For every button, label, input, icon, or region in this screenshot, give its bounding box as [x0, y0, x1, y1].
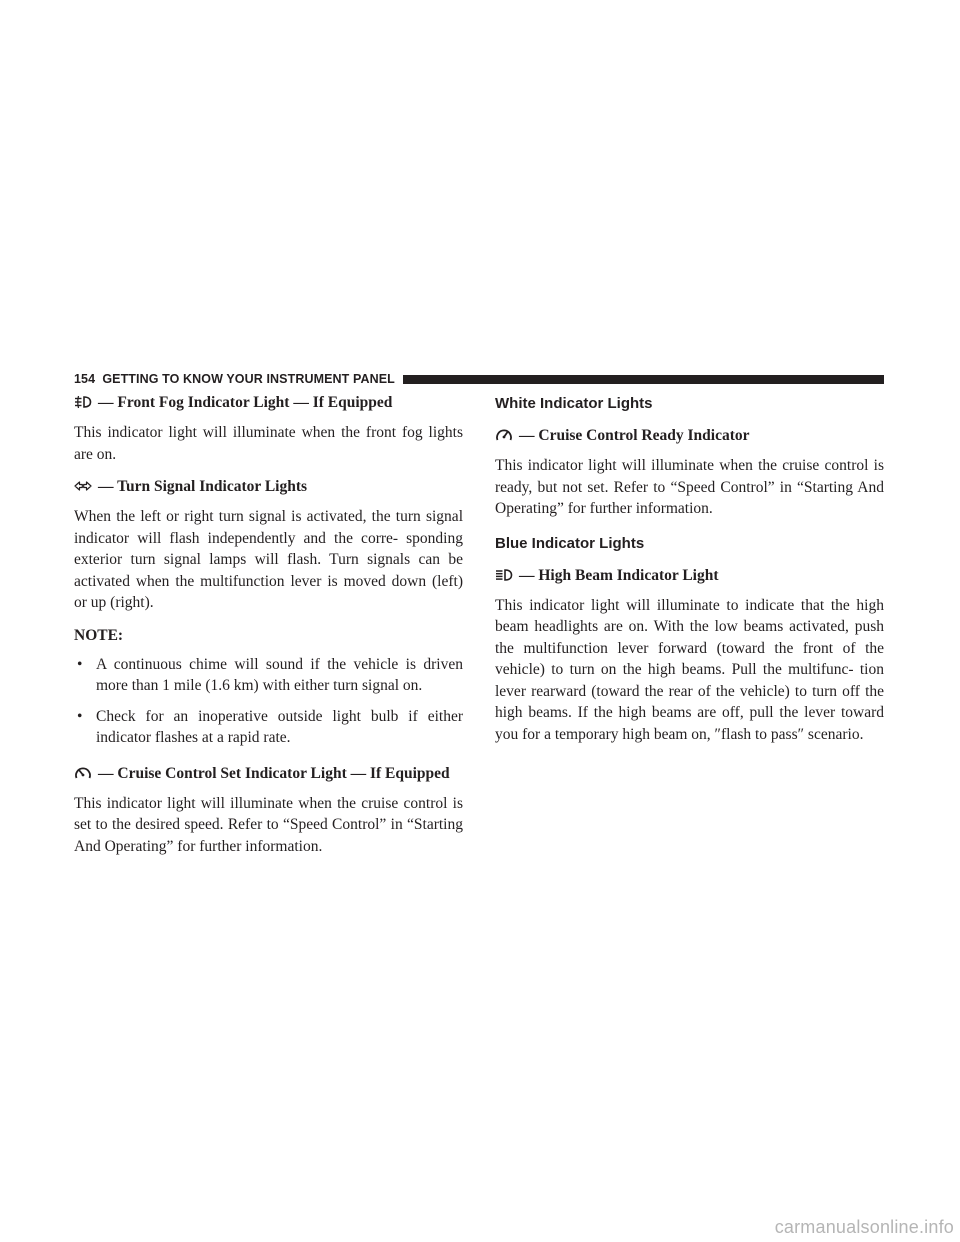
cruise-ready-speedometer-icon	[495, 428, 513, 442]
cruise-ready-heading	[495, 425, 884, 447]
note-list	[74, 654, 463, 749]
high-beam-heading-text: — High Beam Indicator Light	[519, 566, 719, 584]
front-fog-heading	[74, 392, 463, 414]
turn-signal-heading	[74, 476, 463, 498]
high-beam-body: This indicator light will illuminate to indicate that the high beam headlights are on. With the low beams activated, push the multifunction lever forward (toward the front of the vehicle) to turn on the high beams. Pull the multifunc- tion lever rearward (toward the rear of the vehicle) to turn off the high beams. If the high beams are off, pull the lever toward you for a temporary high beam on, ″flash to pass″ scenario.	[495, 596, 884, 743]
front-fog-icon	[74, 395, 92, 409]
page-header-text	[74, 372, 403, 386]
blue-indicator-title: Blue Indicator Lights	[495, 534, 645, 552]
note-item-text: A continuous chime will sound if the vehicle is driven more than 1 mile (1.6 km) with either turn signal on.	[96, 655, 463, 694]
front-fog-heading-text: — Front Fog Indicator Light — If Equipped	[98, 394, 393, 411]
cruise-set-speedometer-icon	[74, 766, 92, 780]
cruise-ready-body: This indicator light will illuminate when the cruise control is ready, but not set. Refer to “Speed Control” in “Starting And Operating” for further information.	[495, 457, 884, 517]
turn-signal-body: When the left or right turn signal is activated, the turn signal indicator will flash independently and the corre- sponding exterior turn signal lamps will flash. Turn signals can be activated when the multifunction lever is moved down (left) or up (right).	[74, 508, 463, 611]
page-number: 154	[74, 372, 96, 386]
header-rule	[403, 375, 884, 384]
cruise-set-heading	[74, 763, 463, 785]
high-beam-heading	[495, 565, 884, 587]
page-header	[74, 370, 884, 388]
front-fog-body: This indicator light will illuminate when the front fog lights are on.	[74, 424, 463, 463]
note-label: NOTE:	[74, 626, 124, 644]
cruise-set-heading-text: — Cruise Control Set Indicator Light — If Equipped	[98, 764, 450, 782]
note-item-text: Check for an inoperative outside light bulb if either indicator flashes at a rapid rate.	[96, 707, 463, 746]
white-indicator-title: White Indicator Lights	[495, 395, 653, 412]
list-item: • Check for an inoperative outside light bulb if either indicator flashes at a rapid rate.	[77, 707, 463, 746]
left-column	[74, 392, 463, 857]
watermark: carmanualsonline.info	[774, 1217, 954, 1237]
section-title: GETTING TO KNOW YOUR INSTRUMENT PANEL	[102, 372, 395, 386]
cruise-ready-heading-text: — Cruise Control Ready Indicator	[519, 427, 750, 444]
turn-signal-arrows-icon	[74, 479, 92, 493]
high-beam-icon	[495, 568, 513, 582]
list-item: • A continuous chime will sound if the vehicle is driven more than 1 mile (1.6 km) with either turn signal on.	[77, 655, 463, 694]
turn-signal-heading-text: — Turn Signal Indicator Lights	[98, 478, 308, 495]
right-column	[495, 392, 884, 745]
cruise-set-body: This indicator light will illuminate when the cruise control is set to the desired speed. Refer to “Speed Control” in “Starting And Operating” for further information.	[74, 794, 463, 855]
